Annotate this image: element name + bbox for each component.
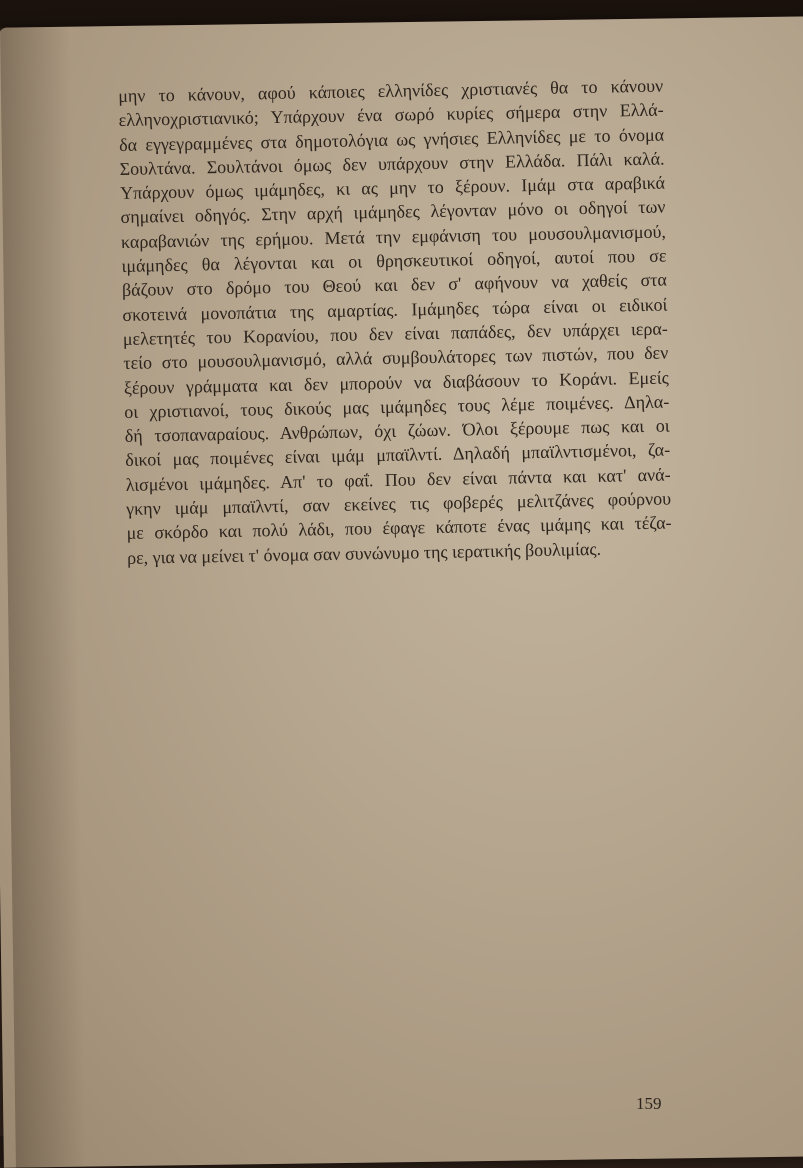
page-number: 159 <box>636 1094 662 1113</box>
text-line: ξέρουν γράμματα και δεν μπορούν να διαβάσουν το Κοράνι. Εμείς <box>123 367 669 398</box>
text-line: ρε, για να μείνει τ' όνομα σαν συνώνυμο της ιερατικής βουλιμίας. <box>126 538 602 568</box>
body-text <box>118 74 672 570</box>
text-line: καραβανιών της ερήμου. Μετά την εμφάνιση του μουσουλμανισμού, <box>120 221 667 252</box>
text-line: λισμένοι ιμάμηδες. Απ' το φαΐ. Που δεν είναι πάντα και κατ' ανά- <box>125 464 671 495</box>
text-line: οι χριστιανοί, τους δικούς μας ιμάμηδες τους λέμε ποιμένες. Δηλα- <box>124 391 670 422</box>
text-line: Υπάρχουν όμως ιμάμηδες, κι ας μην το ξέρουν. Ιμάμ στα αραβικά <box>119 172 666 204</box>
text-line: ιμάμηδες θα λέγονται και οι θρησκευτικοί οδηγοί, αυτοί που σε <box>121 245 667 277</box>
text-line: με σκόρδο και πολύ λάδι, που έφαγε κάποτε ένας ιμάμης και τέζα- <box>126 512 672 544</box>
text-line: σημαίνει οδηγός. Στην αρχή ιμάμηδες λέγονταν μόνο οι οδηγοί των <box>120 196 666 228</box>
text-line: τείο στο μουσουλμανισμό, αλλά συμβουλάτορες των πιστών, που δεν <box>123 342 669 374</box>
text-line: δή τσοπαναραίους. Ανθρώπων, όχι ζώων. Όλοι ξέρουμε πως και οι <box>124 415 670 447</box>
text-line: μην το κάνουν, αφού κάποιες ελληνίδες χριστιανές θα το κάνουν <box>118 75 664 106</box>
text-line: μελετητές του Κορανίου, που δεν είναι παπάδες, δεν υπάρχει ιερα- <box>122 318 668 349</box>
page-fold-shadow <box>0 27 86 1168</box>
text-line: βάζουν στο δρόμο του Θεού και δεν σ' αφήνουν να χαθείς στα <box>121 269 668 301</box>
text-line: σκοτεινά μονοπάτια της αμαρτίας. Ιμάμηδες τώρα είναι οι ειδικοί <box>122 294 668 325</box>
text-line: δικοί μας ποιμένες είναι ιμάμ μπαϊλντί. Δηλαδή μπαϊλντισμένοι, ζα- <box>125 439 671 471</box>
text-line: Σουλτάνα. Σουλτάνοι όμως δεν υπάρχουν στην Ελλάδα. Πάλι καλά. <box>119 148 665 179</box>
text-line: δα εγγεγραμμένες στα δημοτολόγια ως γνήσιες Ελληνίδες με το όνομα <box>118 124 665 155</box>
text-line: ελληνοχριστιανικό; Υπάρχουν ένα σωρό κυρίες σήμερα στην Ελλά- <box>118 99 664 131</box>
text-line: γκην ιμάμ μπαϊλντί, σαν εκείνες τις φοβερές μελιτζάνες φούρνου <box>125 488 672 519</box>
